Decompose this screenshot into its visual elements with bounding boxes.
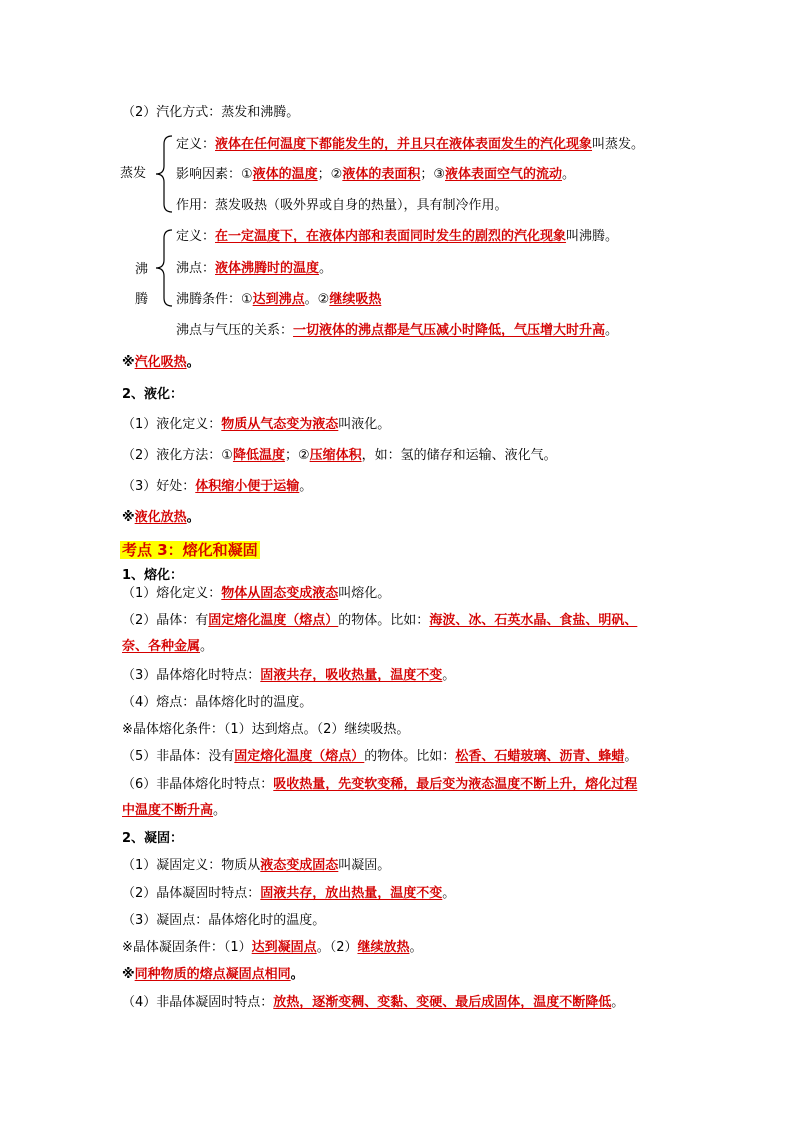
evaporation-definition: 定义：液体在任何温度下都能发生的，并且只在液体表面发生的汽化现象叫蒸发。 — [176, 137, 645, 152]
crystal-solidification-feature: （2）晶体凝固时特点：固液共存，放出热量，温度不变。 — [122, 886, 456, 901]
vaporization-methods: （2）汽化方式：蒸发和沸腾。 — [122, 105, 300, 120]
boiling-condition: 沸腾条件：①达到沸点。②继续吸热 — [176, 292, 382, 307]
crystal-solidification-condition: ※晶体凝固条件：（1）达到凝固点。（2）继续放热。 — [122, 940, 423, 955]
evaporation-brace-icon — [152, 134, 174, 214]
amorphous-solidification-feature: （4）非晶体凝固时特点：放热，逐渐变稠、变黏、变硬、最后成固体，温度不断降低。 — [122, 995, 625, 1010]
evaporation-effect: 作用：蒸发吸热（吸外界或自身的热量），具有制冷作用。 — [176, 198, 508, 213]
boiling-pressure-relation: 沸点与气压的关系：一切液体的沸点都是气压减小时降低，气压增大时升高。 — [176, 323, 619, 338]
melting-definition: （1）熔化定义：物体从固态变成液态叫熔化。 — [122, 586, 391, 601]
boiling-label-2: 腾 — [135, 292, 149, 307]
solidification-title: 2、凝固： — [122, 831, 184, 846]
section-3-title: 考点 3：熔化和凝固 — [122, 541, 258, 559]
boiling-label-1: 沸 — [135, 262, 149, 277]
liquefaction-definition: （1）液化定义：物质从气态变为液态叫液化。 — [122, 417, 391, 432]
liquefaction-methods: （2）液化方法：①降低温度；②压缩体积，如：氢的储存和运输、液化气。 — [122, 448, 557, 463]
liquefaction-benefit: （3）好处：体积缩小便于运输。 — [122, 479, 313, 494]
evaporation-factors: 影响因素：①液体的温度；②液体的表面积；③液体表面空气的流动。 — [176, 167, 576, 182]
crystal-melting-feature: （3）晶体熔化时特点：固液共存，吸收热量，温度不变。 — [122, 668, 456, 683]
amorphous-melting-feature: （6）非晶体熔化时特点：吸收热量，先变软变稀，最后变为液态温度不断上升，熔化过程 — [122, 777, 638, 792]
evaporation-label: 蒸发 — [120, 166, 147, 181]
boiling-point: 沸点：液体沸腾时的温度。 — [176, 261, 333, 276]
melting-title: 1、熔化： — [122, 568, 184, 583]
liquefaction-title: 2、液化： — [122, 387, 184, 402]
crystal-examples-cont: 奈、各种金属。 — [122, 639, 214, 654]
boiling-brace-icon — [152, 228, 174, 308]
amorphous-definition: （5）非晶体：没有固定熔化温度（熔点）的物体。比如：松香、石蜡玻璃、沥青、蜂蜡。 — [122, 749, 638, 764]
crystal-definition: （2）晶体：有固定熔化温度（熔点）的物体。比如：海波、冰、石英水晶、食盐、明矾、 — [122, 613, 638, 628]
boiling-definition: 定义：在一定温度下，在液体内部和表面同时发生的剧烈的汽化现象叫沸腾。 — [176, 229, 619, 244]
vaporization-note: ※汽化吸热。 — [122, 355, 200, 370]
amorphous-melting-feature-cont: 中温度不断升高。 — [122, 803, 227, 818]
liquefaction-note: ※液化放热。 — [122, 510, 200, 525]
same-substance-note: ※同种物质的熔点凝固点相同。 — [122, 967, 304, 982]
solidification-point: （3）凝固点：晶体熔化时的温度。 — [122, 913, 326, 928]
solidification-definition: （1）凝固定义：物质从液态变成固态叫凝固。 — [122, 858, 391, 873]
crystal-melting-condition: ※晶体熔化条件：（1）达到熔点。（2）继续吸热。 — [122, 722, 410, 737]
melting-point: （4）熔点：晶体熔化时的温度。 — [122, 695, 313, 710]
